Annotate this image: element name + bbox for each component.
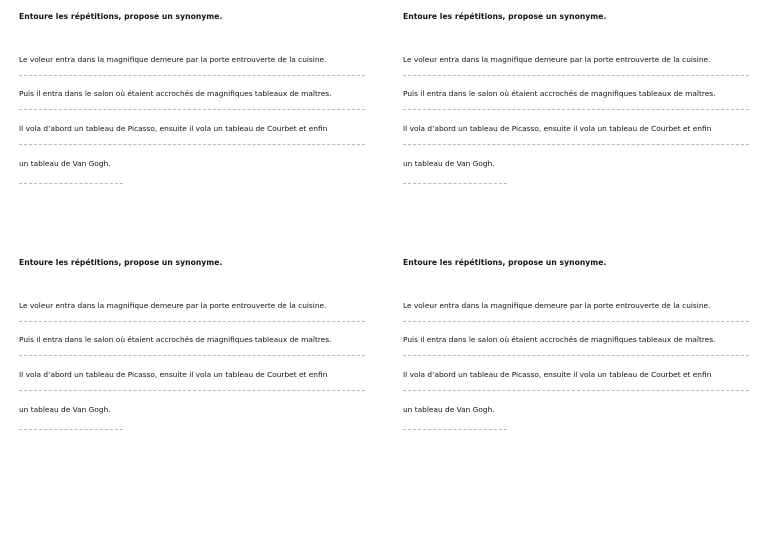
answer-line-1 (403, 321, 749, 322)
sentence-3: Il vola d’abord un tableau de Picasso, ensuite il vola un tableau de Courbet et enfin (19, 124, 328, 133)
answer-line-3 (19, 144, 365, 145)
sentence-2: Puis il entra dans le salon où étaient accrochés de magnifiques tableaux de maîtres. (19, 335, 332, 344)
answer-line-2 (403, 355, 749, 356)
answer-line-1 (403, 75, 749, 76)
sentence-4: un tableau de Van Gogh. (19, 159, 111, 168)
sentence-2: Puis il entra dans le salon où étaient accrochés de magnifiques tableaux de maîtres. (403, 89, 716, 98)
answer-line-4 (19, 429, 123, 430)
sentence-4: un tableau de Van Gogh. (19, 405, 111, 414)
answer-line-3 (19, 390, 365, 391)
answer-line-2 (19, 109, 365, 110)
sentence-3: Il vola d’abord un tableau de Picasso, ensuite il vola un tableau de Courbet et enfin (19, 370, 328, 379)
instruction-title: Entoure les répétitions, propose un synonyme. (403, 12, 607, 21)
answer-line-1 (19, 75, 365, 76)
sentence-3: Il vola d’abord un tableau de Picasso, ensuite il vola un tableau de Courbet et enfin (403, 124, 712, 133)
sentence-1: Le voleur entra dans la magnifique demeure par la porte entrouverte de la cuisine. (403, 301, 711, 310)
sentence-3: Il vola d’abord un tableau de Picasso, ensuite il vola un tableau de Courbet et enfin (403, 370, 712, 379)
instruction-title: Entoure les répétitions, propose un synonyme. (19, 12, 223, 21)
sentence-1: Le voleur entra dans la magnifique demeure par la porte entrouverte de la cuisine. (19, 301, 327, 310)
sentence-4: un tableau de Van Gogh. (403, 405, 495, 414)
answer-line-3 (403, 144, 749, 145)
answer-line-4 (403, 429, 507, 430)
instruction-title: Entoure les répétitions, propose un synonyme. (403, 258, 607, 267)
answer-line-4 (19, 183, 123, 184)
sentence-2: Puis il entra dans le salon où étaient accrochés de magnifiques tableaux de maîtres. (403, 335, 716, 344)
sentence-2: Puis il entra dans le salon où étaient accrochés de magnifiques tableaux de maîtres. (19, 89, 332, 98)
answer-line-4 (403, 183, 507, 184)
instruction-title: Entoure les répétitions, propose un synonyme. (19, 258, 223, 267)
sentence-4: un tableau de Van Gogh. (403, 159, 495, 168)
answer-line-3 (403, 390, 749, 391)
answer-line-1 (19, 321, 365, 322)
answer-line-2 (403, 109, 749, 110)
sentence-1: Le voleur entra dans la magnifique demeure par la porte entrouverte de la cuisine. (403, 55, 711, 64)
sentence-1: Le voleur entra dans la magnifique demeure par la porte entrouverte de la cuisine. (19, 55, 327, 64)
answer-line-2 (19, 355, 365, 356)
